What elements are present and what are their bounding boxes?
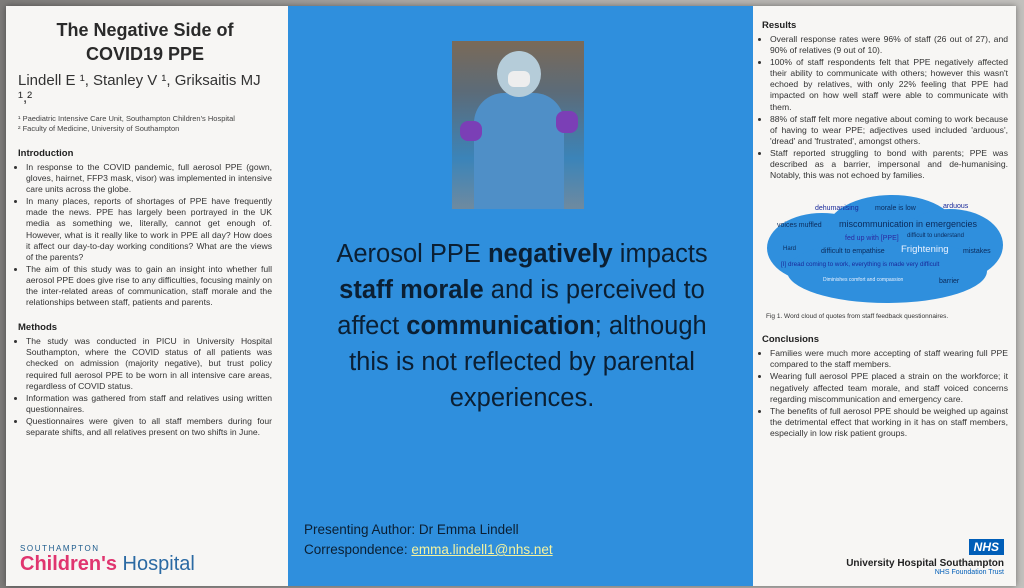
- presenting-author: Presenting Author: Dr Emma Lindell Correspondence: emma.lindell1@nhs.net: [304, 522, 553, 557]
- list-item: • The study was conducted in PICU in University Hospital Southampton, where the COVID status of all patients was checked on admission (majority negative), but trust policy required full aerosol PPE to be worn in all intensive care areas, regardless of COVID status.: [26, 336, 272, 391]
- methods-heading: Methods: [18, 322, 58, 334]
- list-item: • Overall response rates were 96% of staff (26 out of 27), and 90% of relatives (9 out of 10).: [770, 34, 1008, 56]
- left-column: [6, 6, 282, 586]
- introduction-list: [18, 162, 272, 308]
- results-heading: Results: [762, 20, 797, 31]
- nhs-trust-logo: NHS University Hospital Southampton NHS Foundation Trust: [846, 540, 1004, 576]
- nhs-badge: NHS: [969, 539, 1004, 555]
- word-cloud-term: [I] dread coming to work, everything is made very difficult: [781, 261, 940, 269]
- results-list: [762, 34, 1008, 181]
- word-cloud-term: fed up with [PPE]: [845, 235, 899, 243]
- list-item: • Staff reported struggling to bond with parents; PPE was described as a barrier, impersonal and de-humanising. Notably, this was not echoed by families.: [770, 148, 1008, 181]
- list-item: • The benefits of full aerosol PPE should be weighed up against the detrimental effect that working in it has on staff members, especially in low risk patient groups.: [770, 406, 1008, 439]
- word-cloud-term: mistakes: [963, 248, 991, 256]
- word-cloud-term: difficult to empathise: [821, 248, 885, 256]
- word-cloud-term: Frightening: [901, 244, 949, 256]
- word-cloud-term: difficult to understand: [907, 233, 964, 240]
- word-cloud: [767, 195, 1003, 303]
- list-item: • Wearing full aerosol PPE placed a strain on the workforce; it negatively affected team morale, and staff voiced concerns regarding miscommunication and emergency care.: [770, 371, 1008, 404]
- list-item: • The aim of this study was to gain an insight into whether full aerosol PPE does give rise to any difficulties, focusing mainly on the inter-related areas of communication, staff morale and the relationships between staff, patients and parents.: [26, 264, 272, 308]
- staff-in-ppe-photo: [452, 41, 584, 209]
- word-cloud-term: arduous: [943, 203, 969, 211]
- methods-list: [18, 336, 272, 438]
- list-item: • Families were much more accepting of staff wearing full PPE compared to the staff members.: [770, 348, 1008, 370]
- conclusions-list: [762, 348, 1008, 439]
- list-item: • 100% of staff respondents felt that PPE negatively affected their ability to communicate with others; however this wasn't echoed by relatives, with only 22% feeling that PPE had impacted on how well staff were able to communicate with them.: [770, 57, 1008, 112]
- conclusions-heading: Conclusions: [762, 334, 820, 346]
- right-column: [754, 6, 1016, 586]
- email-link[interactable]: emma.lindell1@nhs.net: [411, 542, 553, 557]
- word-cloud-term: Diminishes comfort and compassion: [823, 277, 904, 284]
- introduction-heading: Introduction: [18, 148, 74, 159]
- list-item: • In many places, reports of shortages of PPE have frequently made the news. PPE has largely been portrayed in the UK media as something we, literally, cannot get enough of. However, what is it really like to work in PPE all day? How does it affect our day-to-day working conditions? What are the views of the parents?: [26, 196, 272, 263]
- list-item: • Information was gathered from staff and relatives using written questionnaires.: [26, 393, 272, 415]
- word-cloud-term: voices muffled: [777, 222, 822, 230]
- poster: [6, 6, 1016, 586]
- list-item: • 88% of staff felt more negative about coming to work because of having to wear PPE; adjectives used included 'arduous', 'dread' and 'frustrated', amongst others.: [770, 114, 1008, 147]
- key-finding: Aerosol PPE negatively impacts staff morale and is perceived to affect communication; although this is not reflected by parental experiences.: [336, 240, 708, 412]
- list-item: • Questionnaires were given to all staff members during four separate shifts, and all relatives present on two shifts in June.: [26, 416, 272, 438]
- list-item: • In response to the COVID pandemic, full aerosol PPE (gown, gloves, hairnet, FFP3 mask, visor) was implemented in intensive care units across the globe.: [26, 162, 272, 195]
- word-cloud-term: dehumanising: [815, 205, 859, 213]
- poster-title: The Negative Side of COVID19 PPE: [56, 20, 234, 64]
- childrens-hospital-logo: SOUTHAMPTON Children's Hospital: [20, 544, 195, 575]
- authors: Lindell E ¹, Stanley V ¹, Griksaitis MJ ¹,²: [18, 72, 261, 106]
- center-panel: [288, 6, 753, 586]
- figure-caption: Fig 1. Word cloud of quotes from staff feedback questionnaires.: [766, 313, 949, 321]
- word-cloud-term: Hard: [783, 246, 797, 253]
- word-cloud-term: morale is low: [875, 205, 916, 213]
- word-cloud-term: barrier: [939, 278, 960, 286]
- word-cloud-term: miscommunication in emergencies: [839, 219, 978, 230]
- affiliations: ¹ Paediatric Intensive Care Unit, Southampton Children's Hospital ² Faculty of Medicine, University of Southampton: [18, 114, 235, 133]
